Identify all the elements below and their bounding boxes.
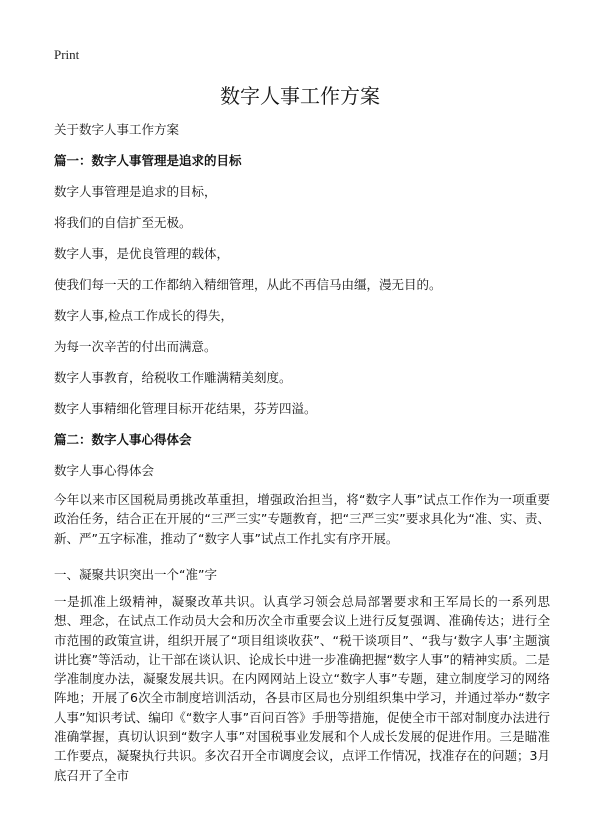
print-link[interactable]: Print bbox=[54, 47, 80, 62]
section1-line: 使我们每一天的工作都纳入精细管理，从此不再信马由缰，漫无目的。 bbox=[54, 277, 442, 292]
section2-heading: 篇二：数字人事心得体会 bbox=[54, 432, 192, 447]
section1-line: 数字人事教育，给税收工作雕满精美刻度。 bbox=[54, 370, 292, 385]
section1-line: 为每一次辛苦的付出而满意。 bbox=[54, 339, 217, 354]
section2-body-paragraph: 一是抓准上级精神，凝聚改革共识。认真学习领会总局部署要求和王军局长的一系列思想、理念，在试点工作动员大会和历次全市重要会议上进行反复强调、准确传达；进行全市范围的政策宣讲，组织开展了“项目组谈收获”、“税干谈项目”、“我与‘数字人事’主题演讲比赛”等活动，让干部在谈认识、论成长中进一步准确把握“数字人事”的精神实质。二是学准制度办法，凝聚发展共识。在内网网站上设立“数字人事”专题，建立制度学习的网络阵地；开展了6次全市制度培训活动，各县市区局也分别组织集中学习，并通过举办“数字人事”知识考试、编印《“数字人事”百问百答》手册等措施，促使全市干部对制度办法进行准确掌握，真切认识到“数字人事”对国税事业发展和个人成长发展的促进作用。三是瞄准工作要点，凝聚执行共识。多次召开全市调度会议，点评工作情况，找准存在的问题；3月底召开了全市 bbox=[54, 594, 550, 783]
section1-line: 将我们的自信扩至无极。 bbox=[54, 215, 192, 230]
section1-line: 数字人事,检点工作成长的得失， bbox=[54, 308, 233, 323]
document-title: 数字人事工作方案 bbox=[220, 84, 380, 108]
section1-line: 数字人事，是优良管理的载体， bbox=[54, 246, 230, 261]
section2-intro-paragraph: 今年以来市区国税局勇挑改革重担，增强政治担当，将“数字人事”试点工作作为一项重要政治任务，结合正在开展的“三严三实”专题教育，把“三严三实”要求具化为“准、实、责、新、严”五字标准，推动了“数字人事”试点工作扎实有序开展。 bbox=[54, 492, 550, 546]
section1-line: 数字人事精细化管理目标开花结果，芬芳四溢。 bbox=[54, 401, 317, 416]
section1-heading: 篇一：数字人事管理是追求的目标 bbox=[54, 153, 242, 168]
section2-subheading: 数字人事心得体会 bbox=[54, 463, 155, 478]
document-subtitle: 关于数字人事工作方案 bbox=[54, 122, 180, 137]
section2-point-heading: 一、凝聚共识突出一个“准”字 bbox=[54, 567, 217, 582]
section1-line: 数字人事管理是追求的目标， bbox=[54, 184, 217, 199]
